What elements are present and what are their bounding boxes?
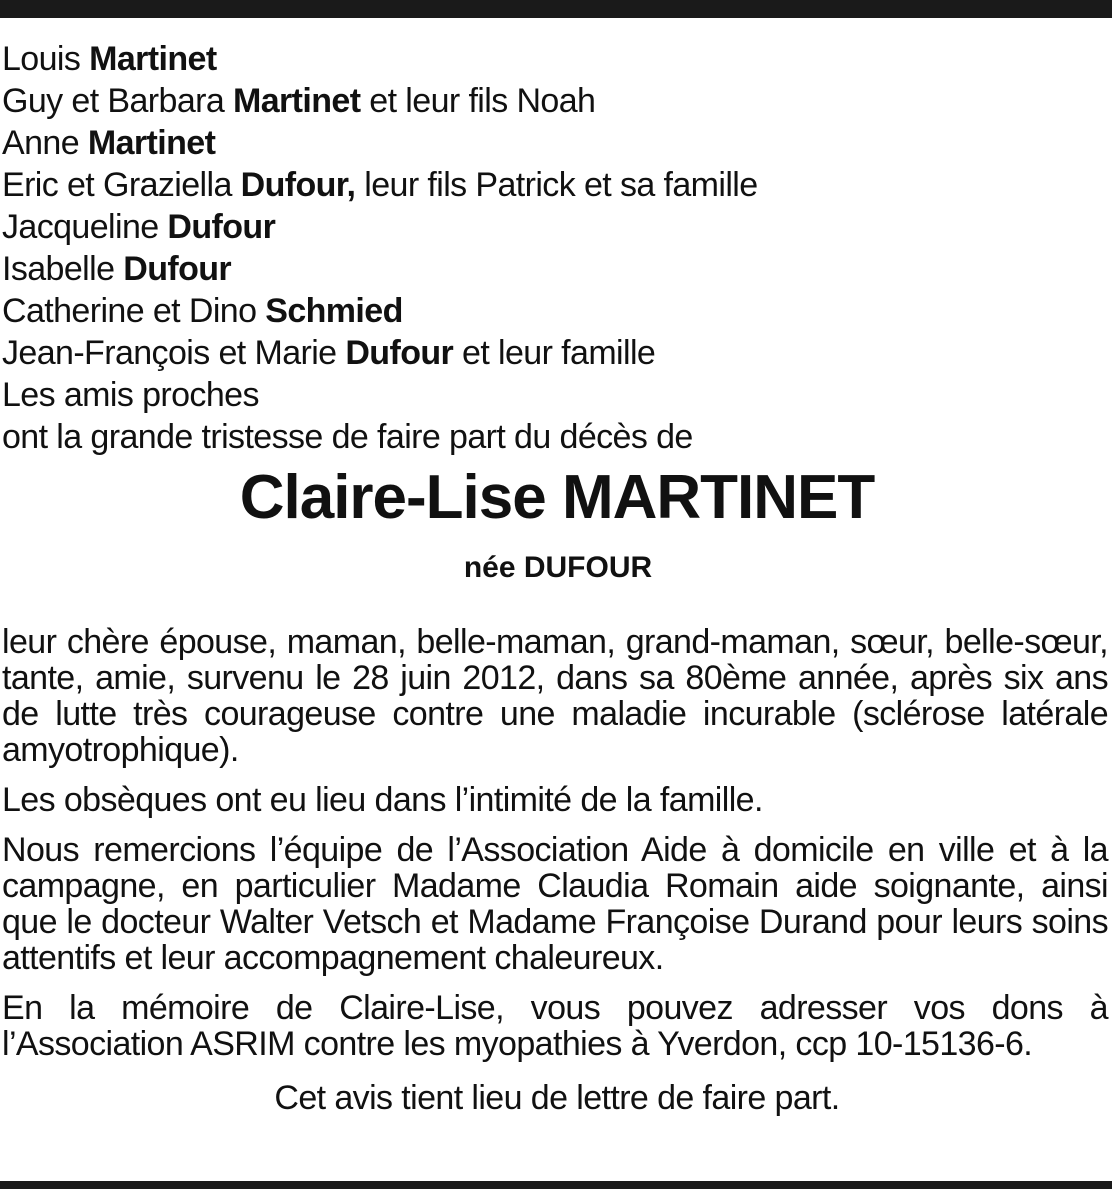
top-border-rule	[0, 0, 1112, 18]
family-surname: Dufour	[167, 208, 276, 246]
family-suffix: et leur famille	[453, 334, 656, 372]
family-line	[2, 290, 1108, 332]
closing-note: Cet avis tient lieu de lettre de faire part.	[274, 1079, 840, 1117]
family-line	[2, 122, 1108, 164]
family-surname: Schmied	[265, 292, 403, 330]
family-line	[2, 248, 1108, 290]
family-first-names: Louis	[2, 40, 90, 78]
bottom-border-rule	[0, 1181, 1112, 1189]
family-surname: Martinet	[233, 82, 361, 120]
family-first-names: Eric et Graziella	[2, 166, 241, 204]
family-line	[2, 206, 1108, 248]
family-first-names: Catherine et Dino	[2, 292, 266, 330]
donations-paragraph: En la mémoire de Claire-Lise, vous pouvez adresser vos dons à l’Association ASRIM contre les myopathies à Yverdon, ccp 10-15136-6.	[2, 989, 1108, 1063]
announcement-line: ont la grande tristesse de faire part du décès de	[2, 418, 693, 456]
family-first-names: Jean-François et Marie	[2, 334, 346, 372]
funeral-paragraph: Les obsèques ont eu lieu dans l’intimité de la famille.	[2, 781, 763, 819]
thanks-paragraph: Nous remercions l’équipe de l’Association Aide à domicile en ville et à la campagne, en particulier Madame Claudia Romain aide soignante, ainsi que le docteur Walter Vetsch et Madame Françoise Durand pour leurs soins attentifs et leur accompagnement chaleureux.	[2, 831, 1108, 977]
obituary-notice	[2, 38, 1108, 1116]
tribute-paragraph: leur chère épouse, maman, belle-maman, grand-maman, sœur, belle-sœur, tante, amie, survenu le 28 juin 2012, dans sa 80ème année, après six ans de lutte très courageuse contre une maladie incurable (sclérose latérale amyotrophique).	[2, 623, 1108, 769]
family-surname: Dufour	[345, 334, 454, 372]
family-suffix: leur fils Patrick et sa famille	[355, 166, 758, 204]
friends-line: Les amis proches	[2, 376, 259, 414]
family-surname: Martinet	[87, 124, 216, 162]
maiden-name: née DUFOUR	[463, 551, 653, 584]
family-first-names: Isabelle	[2, 250, 124, 288]
family-surname: Martinet	[89, 40, 217, 78]
family-first-names: Anne	[2, 124, 88, 162]
family-surname: Dufour,	[240, 166, 356, 204]
family-line	[2, 332, 1108, 374]
family-line	[2, 80, 1108, 122]
family-surname: Dufour	[123, 250, 232, 288]
family-first-names: Jacqueline	[2, 208, 168, 246]
family-line	[2, 38, 1108, 80]
family-first-names: Guy et Barbara	[2, 82, 234, 120]
family-suffix: et leur fils Noah	[360, 82, 596, 120]
deceased-name: Claire-Lise MARTINET	[239, 463, 875, 532]
family-line	[2, 164, 1108, 206]
